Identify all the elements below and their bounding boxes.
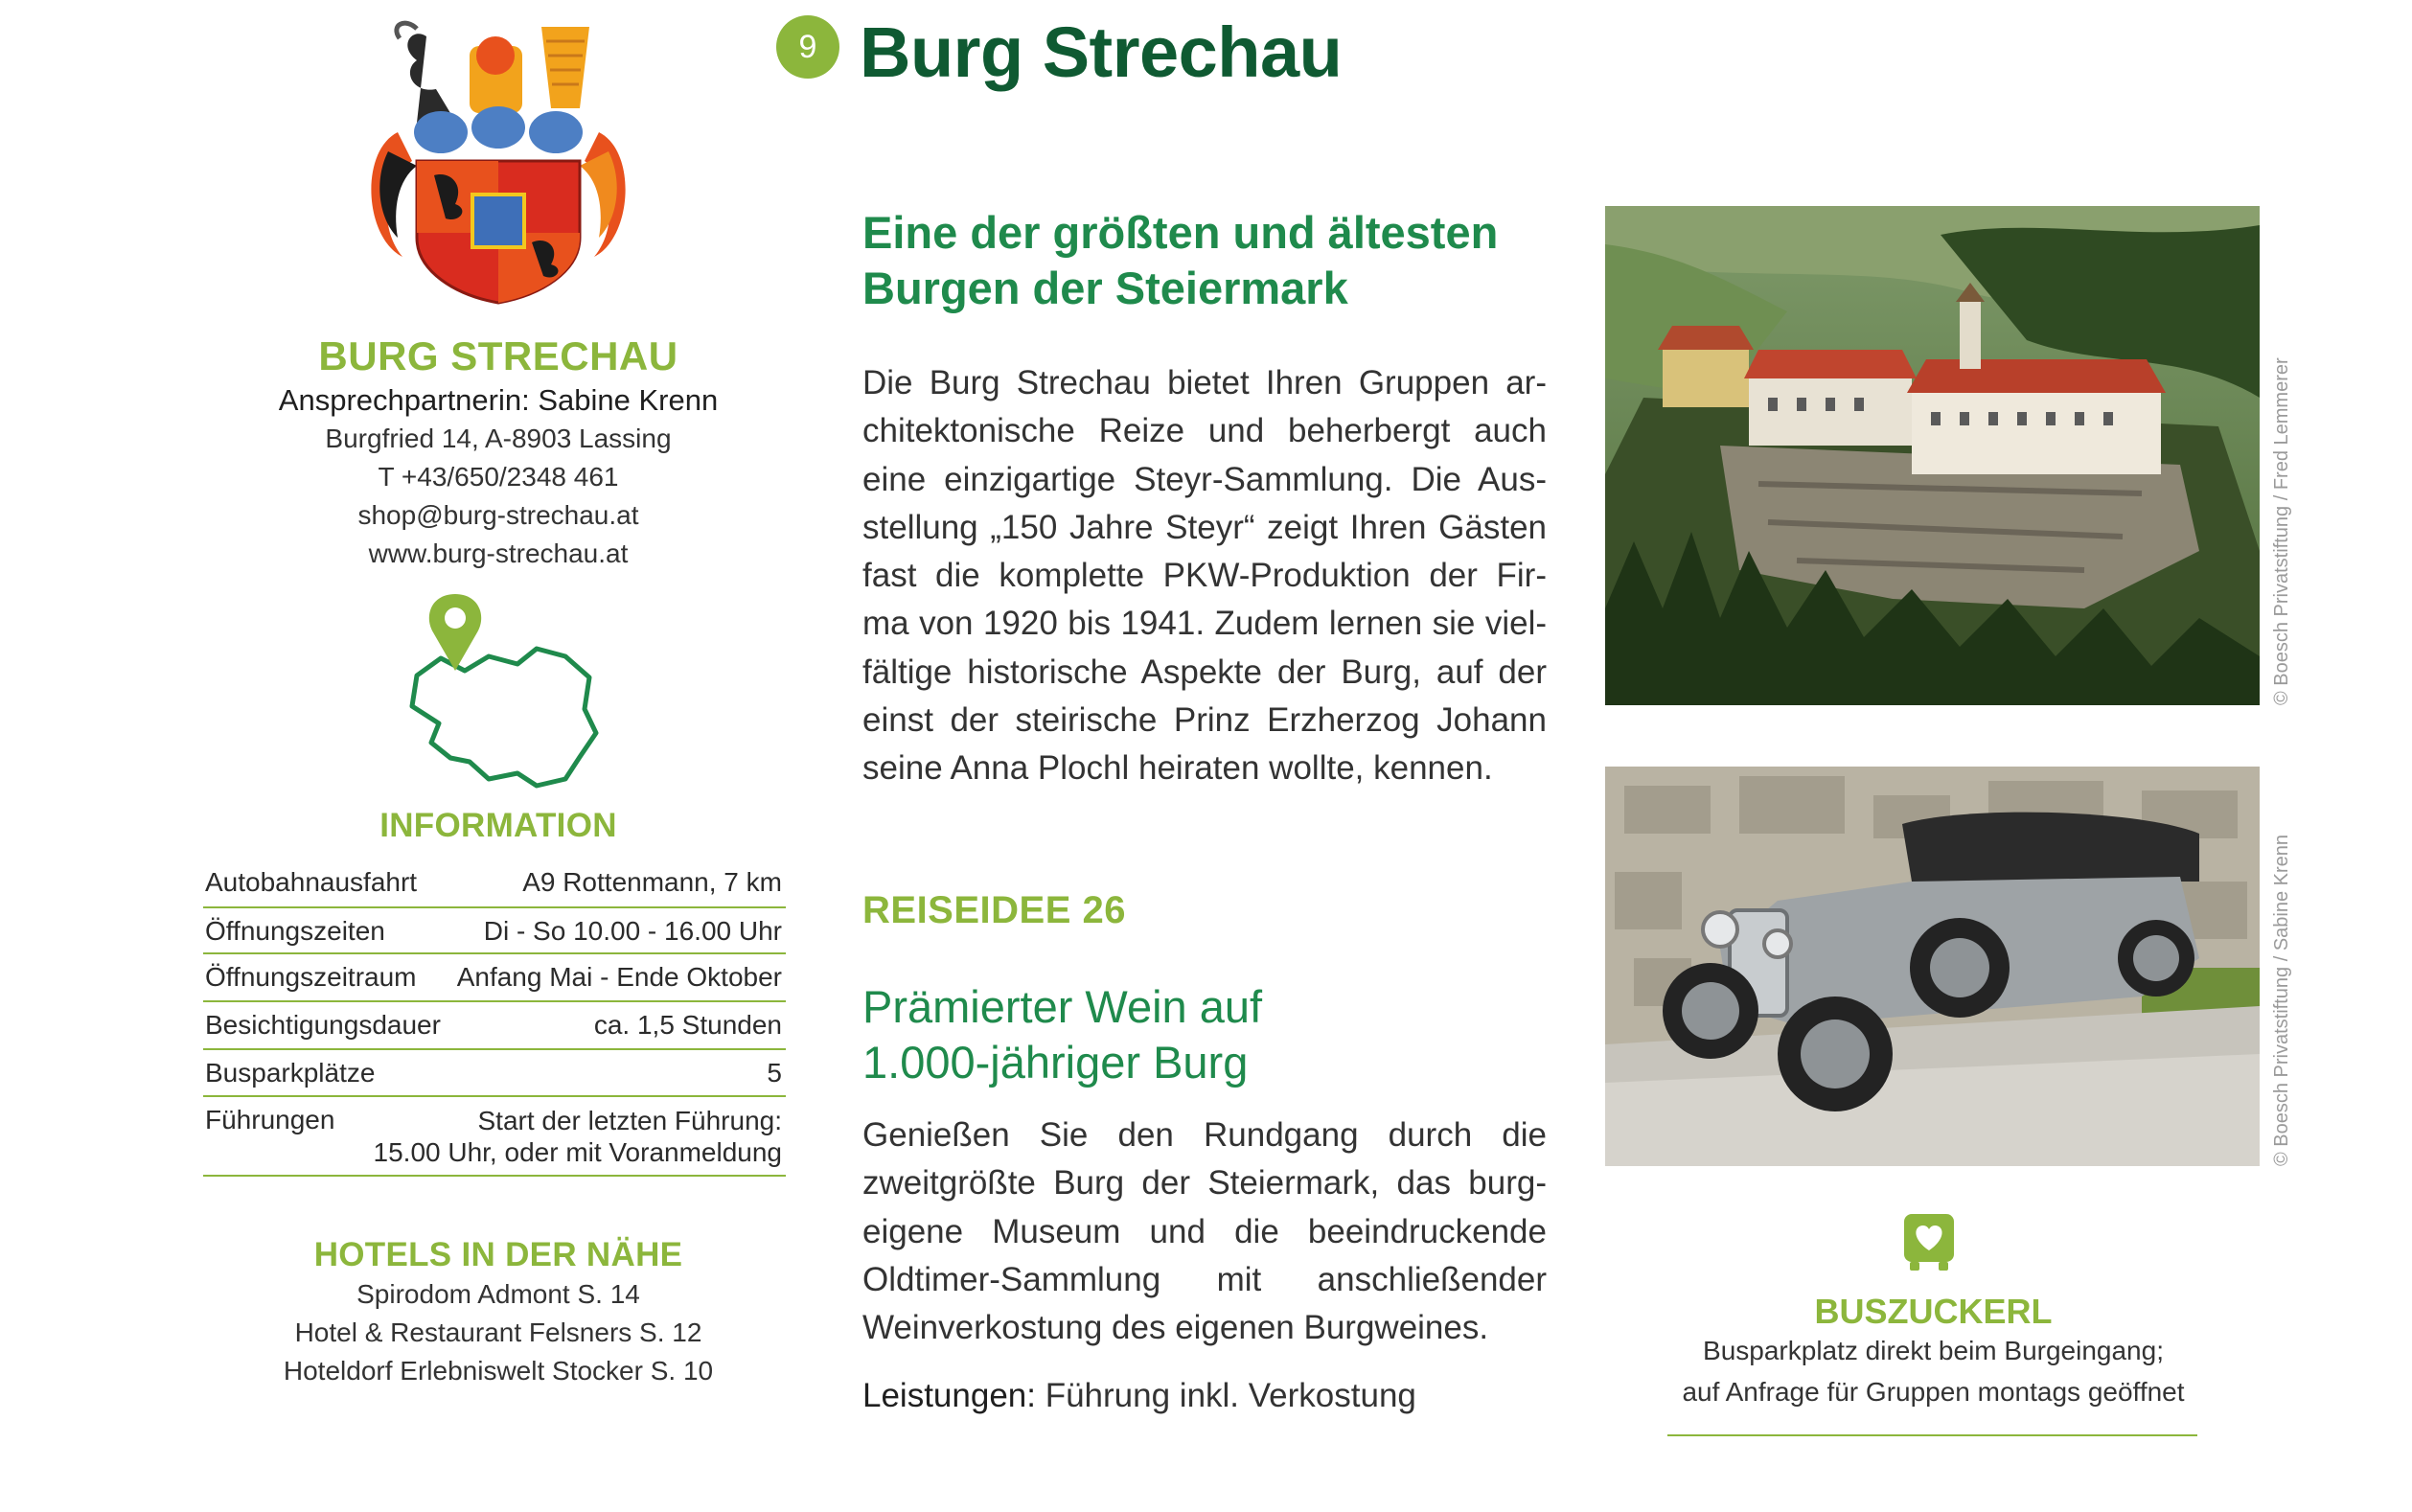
intro-body (862, 359, 1547, 793)
travel-idea-line: zweitgrößte Burg der Steiermark, das burg- (862, 1164, 1547, 1203)
intro-line: einst der steirische Prinz Erzherzog Johann (862, 701, 1547, 740)
page-title: Burg Strechau (860, 12, 1343, 92)
intro-line: stellung „150 Jahre Steyr“ zeigt Ihren Gästen (862, 508, 1547, 546)
info-value: Anfang Mai - Ende Oktober (456, 962, 782, 992)
travel-idea-body (862, 1111, 1547, 1352)
info-row (203, 1097, 786, 1177)
castle-photo (1605, 206, 2260, 705)
coat-of-arms-logo (359, 17, 637, 305)
info-row (203, 859, 786, 908)
intro-line: Die Burg Strechau bietet Ihren Gruppen ar- (862, 364, 1547, 401)
info-label: Öffnungszeitraum (205, 962, 417, 992)
contact-address: Burgfried 14, A-8903 Lassing (325, 424, 672, 453)
oldtimer-car-photo (1605, 767, 2260, 1166)
info-label: Führungen (205, 1105, 335, 1134)
contact-website[interactable]: www.burg-strechau.at (368, 538, 629, 568)
travel-idea-line: eigene Museum und die beeindruckende (862, 1212, 1547, 1250)
travel-idea-line: Oldtimer-Sammlung mit anschließender (862, 1260, 1547, 1298)
info-value-line1: Start der letzten Führung: (477, 1106, 782, 1135)
bus-tip-divider (1667, 1434, 2197, 1436)
info-row (203, 908, 786, 954)
bus-tip-title: BUSZUCKERL (1814, 1292, 2053, 1331)
info-label: Öffnungszeiten (205, 916, 385, 946)
intro-line: chitektonische Reize und beherbergt auch (862, 412, 1547, 450)
information-table (203, 859, 786, 1177)
info-row (203, 1002, 786, 1050)
hotels-title: HOTELS IN DER NÄHE (313, 1236, 683, 1273)
info-row (203, 1050, 786, 1097)
services-value: Führung inkl. Verkostung (1035, 1377, 1416, 1414)
hotel-item: Spirodom Admont S. 14 (356, 1279, 640, 1309)
car-photo-credit: © Boesch Privatstiftung / Sabine Krenn (2271, 834, 2292, 1166)
information-title: INFORMATION (379, 807, 617, 844)
intro-line: fast die komplette PKW-Produktion der Fir- (862, 557, 1547, 595)
bus-tip-line: Busparkplatz direkt beim Burgeingang; (1703, 1336, 2164, 1365)
info-value: 5 (767, 1058, 782, 1088)
hotel-item: Hotel & Restaurant Felsners S. 12 (294, 1317, 702, 1347)
contact-email[interactable]: shop@burg-strechau.at (357, 500, 639, 530)
hotel-item: Hoteldorf Erlebniswelt Stocker S. 10 (283, 1356, 714, 1386)
intro-line: fältige historische Aspekte der Burg, auf der (862, 653, 1547, 691)
travel-idea-label: REISEIDEE 26 (862, 889, 1127, 931)
intro-headline-line1: Eine der größten und ältesten (862, 207, 1499, 258)
travel-idea-headline-line1: Prämierter Wein auf (862, 981, 1263, 1032)
page-number-badge: 9 (776, 15, 839, 79)
intro-line: eine einzigartige Steyr-Sammlung. Die Aus- (862, 460, 1547, 498)
info-value: Di - So 10.00 - 16.00 Uhr (483, 916, 782, 946)
services-label: Leistungen: (862, 1377, 1036, 1414)
info-label: Autobahnausfahrt (205, 867, 418, 897)
travel-idea-line: Weinverkostung des eigenen Burgweines. (862, 1309, 1489, 1347)
info-label: Busparkplätze (205, 1058, 376, 1088)
intro-headline-line2: Burgen der Steiermark (862, 263, 1348, 313)
info-value-line2: 15.00 Uhr, oder mit Voranmeldung (373, 1137, 782, 1167)
info-value: A9 Rottenmann, 7 km (522, 867, 782, 897)
travel-idea-headline-line2: 1.000-jähriger Burg (862, 1037, 1249, 1088)
info-label: Besichtigungsdauer (205, 1010, 441, 1040)
bus-tip-line: auf Anfrage für Gruppen montags geöffnet (1682, 1377, 2185, 1407)
styria-location-map-icon (393, 589, 604, 795)
contact-title: BURG STRECHAU (318, 333, 678, 378)
travel-idea-line: Genießen Sie den Rundgang durch die (862, 1116, 1547, 1154)
info-value: ca. 1,5 Stunden (593, 1010, 782, 1040)
services (862, 1377, 1416, 1415)
castle-photo-credit: © Boesch Privatstiftung / Fred Lemmerer (2271, 357, 2292, 705)
contact-person: Ansprechpartnerin: Sabine Krenn (278, 383, 719, 417)
intro-line: ma von 1920 bis 1941. Zudem lernen sie viel- (862, 605, 1547, 643)
info-row (203, 954, 786, 1002)
contact-phone: T +43/650/2348 461 (378, 462, 619, 492)
bus-heart-icon (1902, 1212, 1956, 1271)
intro-line: seine Anna Plochl heiraten wollte, kennen. (862, 749, 1493, 788)
